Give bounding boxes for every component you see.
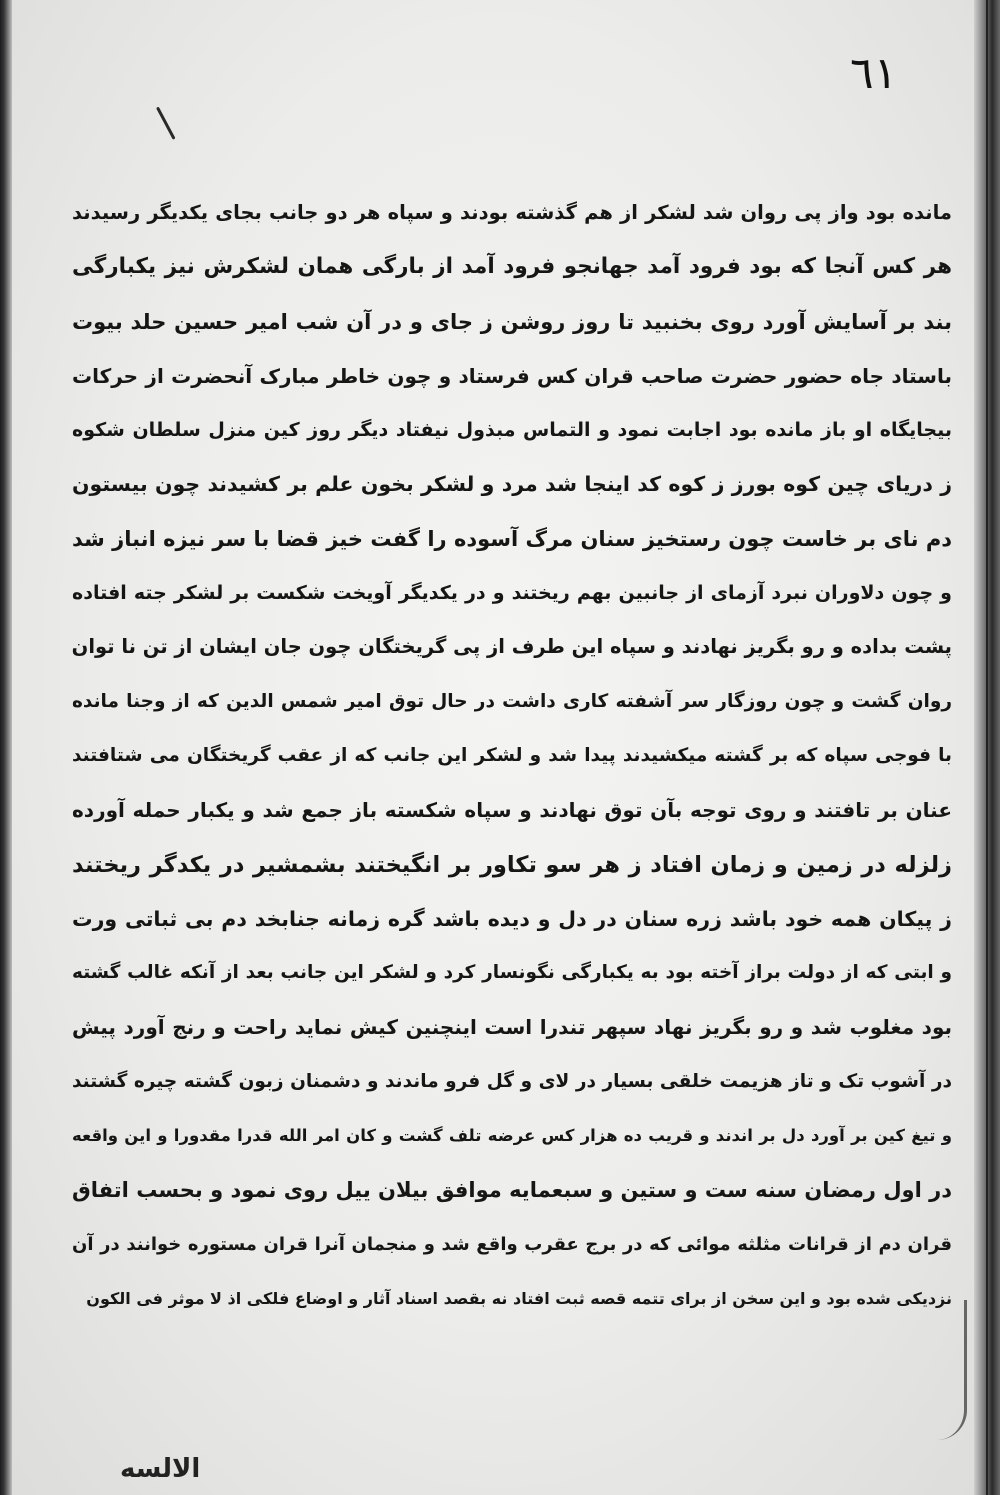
text-line: ز دریای چین کوه بورز ز کوه کد اینجا شد مرد و لشکر بخون علم بر کشیدند چون بیستون bbox=[72, 472, 952, 497]
text-line: نزدیکی شده بود و این سخن از برای تتمه قصه ثبت افتاد نه بقصد اسناد آثار و اوضاع فلکی اذ لا موثر فی الکون bbox=[86, 1288, 952, 1308]
binding-shadow-left bbox=[0, 0, 12, 1495]
folio-number: ٦١ bbox=[850, 48, 898, 99]
page-edge-line bbox=[986, 0, 988, 1495]
text-line: زلزله در زمین و زمان افتاد ز هر سو تکاور بر انگیختند بشمشیر در یکدگر ریختند bbox=[72, 851, 952, 878]
text-line: و ابتی که از دولت براز آخته بود به یکبارگی نگونسار کرد و لشکر این جانب بعد از آنکه غالب گشته bbox=[72, 962, 952, 984]
text-line: بود مغلوب شد و رو بگریز نهاد سپهر تندرا است اینچنین کیش نماید راحت و رنج آورد پیش bbox=[72, 1015, 952, 1040]
text-line: بیجایگاه او باز مانده بود اجابت نمود و التماس مبذول نیفتاد دیگر روز کین منزل سلطان شکوه bbox=[72, 419, 952, 442]
text-line: بند بر آسایش آورد روی بخنبید تا روز روشن ز جای و در آن شب امیر حسین حلد بیوت bbox=[72, 309, 952, 334]
text-line: روان گشت و چون روزگار سر آشفته کاری داشت در حال توق امیر شمس الدین که از وجنا مانده bbox=[72, 690, 952, 712]
text-line: مانده بود واز پی روان شد لشکر از هم گذشته بودند و سپاه هر دو جانب بجای یکدیگر رسیدند bbox=[72, 201, 952, 224]
text-line: در آشوب تک و تاز هزیمت خلقی بسیار در لای و گل فرو ماندند و دشمنان زبون گشته چیره گشتند bbox=[72, 1070, 952, 1092]
text-line: پشت بداده و رو بگریز نهادند و سپاه این طرف از پی گریختگان چون جان ایشان از تن نا توان bbox=[72, 635, 952, 659]
text-line: دم نای بر خاست چون رستخیز سنان مرگ آسوده را گفت خیز قضا با سر نیزه انباز شد bbox=[72, 526, 952, 551]
binding-thread bbox=[924, 1300, 967, 1440]
text-line: در اول رمضان سنه ست و ستین و سبعمایه موافق بیلان ییل روی نمود و بحسب اتفاق bbox=[72, 1178, 952, 1203]
text-line: باستاد جاه حضور حضرت صاحب قران کس فرستاد و چون خاطر مبارک آنحضرت از حرکات bbox=[72, 363, 952, 388]
text-line: و چون دلاوران نبرد آزمای از جانبین بهم ریختند و در یکدیگر آویخت شکست بر لشکر جته افتاده bbox=[72, 582, 952, 605]
text-line: ز پیکان همه خود باشد زره سنان در دل و دیده باشد گره زمانه جنابخد دم بی ثباتی ورت bbox=[72, 906, 952, 931]
text-line: هر کس آنجا که بود فرود آمد جهانجو فرود آمد از بارگی همان لشکرش نیز یکبارگی bbox=[72, 254, 952, 280]
text-line: و تیغ کین بر آورد دل بر اندند و قریب ده هزار کس عرضه تلف گشت و کان امر الله قدرا مقدورا و این واقعه bbox=[72, 1126, 952, 1146]
manuscript-text-block bbox=[72, 186, 952, 1326]
catchword: الالسه bbox=[120, 1454, 201, 1484]
text-line: عنان بر تافتند و روی توجه بآن توق نهادند و سپاه شکسته باز جمع شد و یکبار حمله آورده bbox=[72, 798, 952, 823]
text-line: قران دم از قرانات مثلثه موائی که در برج عقرب واقع شد و منجمان آنرا قران مستوره خوانند در آن bbox=[72, 1233, 952, 1255]
text-line: با فوجی سپاه که بر گشته میکشیدند پیدا شد و لشکر این جانب که از عقب گریختگان می شتافتند bbox=[72, 744, 952, 766]
ink-stroke-mark bbox=[156, 107, 176, 140]
